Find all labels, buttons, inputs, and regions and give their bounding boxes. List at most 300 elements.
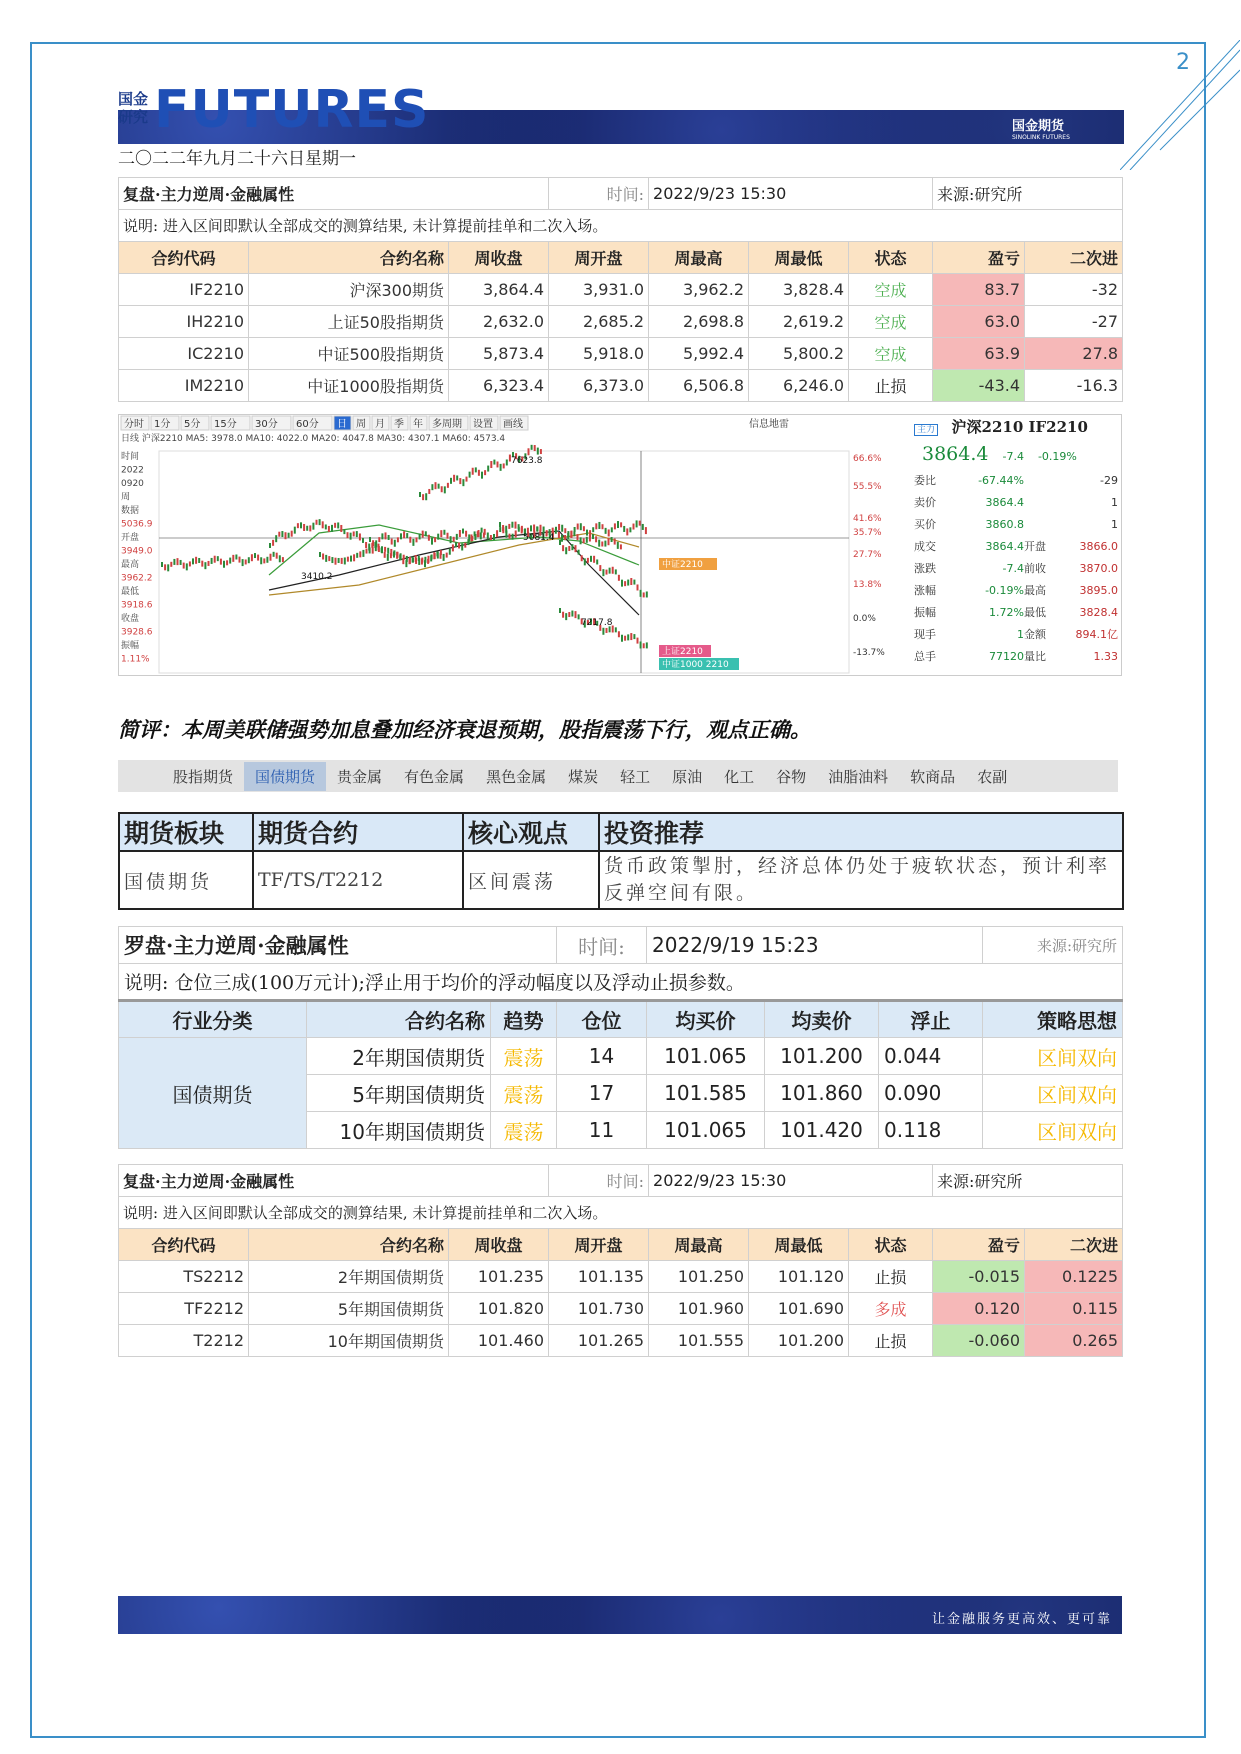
quote-cell: 77120: [989, 649, 1024, 663]
toolbar-label: 画线: [503, 419, 523, 430]
quote-cell: 委比: [914, 474, 936, 487]
candle: [412, 539, 414, 546]
cell-high: 101.555: [649, 1325, 749, 1357]
cell-low: 5,800.2: [749, 338, 849, 370]
tab-item[interactable]: 股指期货: [173, 767, 234, 786]
cell-status: 空成: [849, 338, 933, 370]
quote-cell: -67.44%: [978, 473, 1024, 487]
candle: [189, 561, 191, 566]
candle: [643, 643, 645, 648]
candlesticks: [161, 445, 648, 649]
candle: [593, 556, 595, 563]
candle: [424, 557, 426, 563]
tab-item[interactable]: 黑色金属: [486, 767, 547, 786]
candle: [515, 522, 517, 529]
cell-low: 3,828.4: [749, 274, 849, 306]
candle: [164, 564, 166, 570]
toolbar-label: 多周期: [432, 419, 462, 430]
candle: [537, 448, 539, 455]
candle: [620, 544, 622, 549]
quote-cell: 3864.4: [985, 539, 1024, 553]
col-header: 盈亏: [933, 242, 1025, 274]
annotation-low: 3410.2: [301, 572, 333, 582]
candle: [559, 540, 561, 545]
cell-name: 2年期国债期货: [249, 1261, 449, 1293]
quote-cell: 总手: [914, 650, 936, 663]
candle: [565, 547, 567, 554]
candle: [561, 535, 563, 542]
candle: [493, 460, 495, 465]
note-row: [119, 210, 1123, 242]
candle: [447, 483, 449, 488]
candle: [195, 557, 197, 564]
candle: [356, 553, 358, 558]
candle: [325, 524, 327, 529]
quote-cell: 涨幅: [914, 584, 936, 597]
toolbar-label: 设置: [473, 419, 493, 430]
quote-row: [910, 513, 1122, 535]
quote-cell: 1: [1111, 517, 1118, 531]
quote-row: [910, 601, 1122, 623]
view-core: 区间震荡: [463, 851, 599, 909]
toolbar-label: 周: [356, 419, 366, 430]
candle: [570, 531, 572, 538]
cell-open: 101.135: [549, 1261, 649, 1293]
candle: [605, 528, 607, 534]
ma-line-green: [269, 525, 639, 575]
candle: [192, 558, 194, 564]
candle: [183, 563, 185, 569]
candle: [446, 553, 448, 558]
table-title-row: [119, 178, 1123, 210]
candle: [455, 542, 457, 547]
candle: [428, 489, 430, 494]
candle: [586, 530, 588, 536]
candle: [645, 527, 647, 534]
candle: [571, 611, 573, 617]
cell-open: 2,685.2: [549, 306, 649, 338]
info-label: 最低: [121, 587, 140, 597]
candle: [421, 558, 423, 563]
time-label: 时间:: [557, 927, 647, 964]
col-header: 周最高: [649, 242, 749, 274]
cell-pnl: -0.060: [933, 1325, 1025, 1357]
candle: [575, 545, 577, 552]
candle: [490, 535, 492, 540]
axis-tick: 13.8%: [853, 580, 882, 590]
category-tabs: [118, 760, 1118, 792]
cell-high: 101.250: [649, 1261, 749, 1293]
review-comment: 简评：本周美联储强势加息叠加经济衰退预期，股指震荡下行，观点正确。: [118, 718, 811, 742]
candle: [615, 627, 617, 632]
cell-close: 2,632.0: [449, 306, 549, 338]
cell-low: 101.200: [749, 1325, 849, 1357]
candle: [223, 561, 225, 568]
cell-code: TF2212: [119, 1293, 249, 1325]
candle: [260, 557, 262, 564]
table-row: [119, 338, 1123, 370]
candle: [403, 555, 405, 560]
info-label: 3918.6: [121, 600, 153, 611]
time-value: 2022/9/23 15:30: [649, 178, 933, 210]
quote-header: [910, 414, 1122, 439]
candle: [294, 527, 296, 534]
cell-code: IC2210: [119, 338, 249, 370]
column-header-row: [119, 242, 1123, 274]
candle: [416, 537, 418, 542]
logo-cn: [118, 90, 148, 126]
cell-name: 中证500股指期货: [249, 338, 449, 370]
candle: [621, 635, 623, 642]
time-value: 2022/9/23 15:30: [649, 1165, 933, 1197]
column-header-row: [119, 1001, 1123, 1038]
col-header: 状态: [849, 242, 933, 274]
candle: [406, 556, 408, 562]
axis-tick: 55.5%: [853, 482, 882, 492]
quote-cell: 894.1亿: [1075, 628, 1118, 641]
cell-second: -27: [1025, 306, 1123, 338]
candle: [629, 527, 631, 532]
col-header: 合约代码: [119, 242, 249, 274]
candle: [633, 634, 635, 639]
candle: [397, 552, 399, 558]
candle: [586, 537, 588, 543]
view-recommendation: 货币政策掣肘，经济总体仍处于疲软状态，预计利率反弹空间有限。: [599, 851, 1123, 909]
candle: [602, 628, 604, 635]
tab-item[interactable]: 农副: [977, 767, 1008, 786]
candle: [272, 540, 274, 546]
time-label: 时间:: [549, 178, 649, 210]
candle: [331, 525, 333, 532]
cell-close: 6,323.4: [449, 370, 549, 402]
cell-name: 沪深300期货: [249, 274, 449, 306]
candle: [617, 542, 619, 549]
info-label: 5036.9: [121, 519, 153, 530]
candle: [573, 531, 575, 536]
note-text: 说明: 进入区间即默认全部成交的测算结果, 未计算提前挂单和二次入场。: [119, 1197, 1123, 1229]
candle: [384, 547, 386, 552]
candle: [428, 556, 430, 563]
cell-strategy: 区间双向: [983, 1075, 1123, 1112]
candle: [630, 633, 632, 640]
candle: [618, 631, 620, 637]
candle: [536, 526, 538, 531]
cell-open: 3,931.0: [549, 274, 649, 306]
cell-close: 101.235: [449, 1261, 549, 1293]
cell-stop: 0.044: [879, 1038, 983, 1075]
info-label: 时间: [121, 452, 140, 462]
candle: [562, 545, 564, 551]
cell-code: IH2210: [119, 306, 249, 338]
quote-row: [910, 579, 1122, 601]
toolbar-label: 60分: [296, 419, 319, 430]
cell-second: -16.3: [1025, 370, 1123, 402]
quote-cell: 前收: [1024, 562, 1046, 575]
candle: [592, 527, 594, 532]
axis-tick: 66.6%: [853, 454, 882, 464]
candle: [319, 519, 321, 525]
candle: [534, 445, 536, 451]
quote-cell: -29: [1100, 473, 1118, 487]
quote-cell: 3864.4: [985, 495, 1024, 509]
cell-pnl: 63.9: [933, 338, 1025, 370]
candle: [568, 612, 570, 617]
candle: [186, 563, 188, 570]
candle: [251, 554, 253, 561]
view-table: [118, 812, 1124, 910]
candle: [393, 550, 395, 555]
candle: [528, 448, 530, 455]
col-header: 策略思想: [983, 1001, 1123, 1038]
ma-legend: 日线 沪深2210 MA5: 3978.0 MA10: 4022.0 MA20: 4047.8 MA30: 4307.1 MA60: 4573.4: [121, 434, 506, 444]
candle: [444, 486, 446, 493]
info-label: 最高: [121, 560, 140, 570]
candle: [598, 522, 600, 529]
cell-buy: 101.065: [647, 1112, 765, 1149]
candle: [365, 542, 367, 548]
candle: [173, 559, 175, 565]
plot-area: [159, 451, 849, 673]
candle: [578, 550, 580, 555]
candle: [428, 535, 430, 541]
cell-position: 17: [557, 1075, 647, 1112]
candle: [606, 628, 608, 633]
cell-high: 2,698.8: [649, 306, 749, 338]
candle: [611, 527, 613, 532]
axis-tick: -13.7%: [853, 648, 885, 658]
candle: [248, 557, 250, 563]
cell-name: 10年期国债期货: [307, 1112, 491, 1149]
column-header-row: [119, 1229, 1123, 1261]
candle: [372, 547, 374, 554]
info-label: 数据: [121, 506, 140, 516]
candle: [626, 528, 628, 535]
toolbar-right-label[interactable]: 信息地雷: [749, 419, 789, 430]
candle: [397, 537, 399, 542]
candle: [441, 486, 443, 492]
candle: [598, 540, 600, 547]
logo-futures: FUTURES: [154, 80, 430, 140]
table-row: [119, 1293, 1123, 1325]
candle: [481, 472, 483, 479]
info-label: 周: [121, 492, 131, 503]
candle: [611, 537, 613, 542]
candle: [617, 521, 619, 528]
info-label: 收盘: [121, 614, 140, 624]
candle: [278, 532, 280, 537]
candle: [589, 535, 591, 542]
candle: [640, 641, 642, 648]
tab-item[interactable]: 化工: [724, 767, 755, 786]
candle: [335, 558, 337, 565]
annotation-mid: 5081.4: [523, 533, 555, 543]
tab-item[interactable]: 轻工: [620, 767, 651, 786]
col-header: 周最高: [649, 1229, 749, 1261]
candle: [592, 534, 594, 539]
candle: [275, 535, 277, 542]
quote-cell: 3860.8: [985, 517, 1024, 531]
candle: [369, 537, 371, 542]
quote-cell: 买价: [914, 518, 936, 531]
candle: [319, 552, 321, 557]
candle: [606, 570, 608, 575]
quote-cell: 涨跌: [914, 562, 936, 575]
tab-item[interactable]: 煤炭: [568, 767, 599, 786]
cell-status: 止损: [849, 1325, 933, 1357]
cell-second: -32: [1025, 274, 1123, 306]
info-label: 开盘: [121, 533, 140, 543]
toolbar-label: 季: [394, 419, 404, 430]
brand-name: 国金期货: [1012, 119, 1065, 134]
toolbar-label: 月: [375, 419, 385, 430]
candle: [558, 524, 560, 530]
table-title-row: [119, 927, 1123, 964]
quote-cell: -7.4: [1002, 561, 1024, 575]
cell-status: 空成: [849, 306, 933, 338]
candle: [601, 541, 603, 546]
candle: [595, 536, 597, 542]
candle: [406, 533, 408, 538]
candle: [497, 461, 499, 467]
candle: [575, 611, 577, 618]
axis-tick: 41.6%: [853, 514, 882, 524]
candle: [618, 575, 620, 581]
candle: [375, 540, 377, 547]
candle: [490, 461, 492, 468]
cell-code: T2212: [119, 1325, 249, 1357]
candle: [621, 580, 623, 587]
quote-badge: 主力: [914, 424, 938, 436]
candle: [400, 553, 402, 560]
candle: [385, 532, 387, 539]
col-header: 周最低: [749, 1229, 849, 1261]
candle: [344, 557, 346, 564]
cell-sell: 101.420: [765, 1112, 879, 1149]
cell-position: 11: [557, 1112, 647, 1149]
col-header: 周开盘: [549, 1229, 649, 1261]
candle: [242, 559, 244, 566]
candle: [297, 523, 299, 528]
table-title: 复盘·主力逆周·金融属性: [119, 178, 549, 210]
candle: [493, 534, 495, 540]
candle: [343, 529, 345, 534]
info-label: 3949.0: [121, 546, 153, 557]
quote-row: [910, 469, 1122, 491]
review-table-equity: [118, 177, 1123, 402]
cell-low: 2,619.2: [749, 306, 849, 338]
view-header-row: [119, 813, 1123, 851]
tab-item[interactable]: 原油: [672, 767, 703, 786]
candle: [643, 592, 645, 597]
candle: [505, 526, 507, 533]
page-number: 2: [1176, 50, 1190, 75]
tab-item[interactable]: 国债期货: [244, 762, 326, 791]
view-header: 投资推荐: [599, 813, 1123, 851]
candle: [459, 530, 461, 537]
info-label: 3928.6: [121, 627, 153, 638]
candle: [567, 533, 569, 539]
candle: [466, 477, 468, 482]
table-title: 复盘·主力逆周·金融属性: [119, 1165, 549, 1197]
cell-stop: 0.090: [879, 1075, 983, 1112]
candle: [447, 533, 449, 539]
cell-position: 14: [557, 1038, 647, 1075]
cell-pnl: 63.0: [933, 306, 1025, 338]
candle: [422, 531, 424, 538]
candle: [211, 558, 213, 564]
candle: [340, 525, 342, 532]
candle: [435, 482, 437, 489]
candle: [608, 529, 610, 536]
candle: [468, 534, 470, 541]
candle: [527, 528, 529, 533]
tab-item[interactable]: 软商品: [910, 767, 956, 786]
candle: [359, 551, 361, 557]
candle: [571, 544, 573, 550]
quote-cell: 3828.4: [1079, 605, 1118, 619]
candle: [378, 546, 380, 552]
quote-cell: 卖价: [914, 496, 936, 509]
quote-cell: 1.33: [1093, 649, 1118, 663]
cell-close: 101.460: [449, 1325, 549, 1357]
col-header: 合约名称: [307, 1001, 491, 1038]
candle: [341, 558, 343, 564]
candle: [450, 536, 452, 543]
cell-strategy: 区间双向: [983, 1112, 1123, 1149]
candle: [478, 470, 480, 476]
candle: [322, 553, 324, 559]
candle: [471, 536, 473, 541]
candle: [338, 558, 340, 563]
candle: [462, 529, 464, 534]
candle: [530, 525, 532, 531]
candle: [390, 549, 392, 556]
tab-item[interactable]: 贵金属: [337, 767, 383, 786]
logo-cn-line2: 研究: [118, 108, 149, 126]
tab-item[interactable]: 有色金属: [404, 767, 465, 786]
cell-second: 0.1225: [1025, 1261, 1123, 1293]
candle: [627, 634, 629, 640]
tab-item[interactable]: 谷物: [776, 767, 807, 786]
view-header: 期货板块: [119, 813, 253, 851]
cell-trend: 震荡: [491, 1112, 557, 1149]
candle: [388, 535, 390, 540]
candle: [464, 543, 466, 548]
quote-cell: 现手: [914, 628, 936, 641]
candle: [469, 472, 471, 478]
candle: [306, 526, 308, 531]
candle: [291, 531, 293, 537]
tab-item[interactable]: 油脂油料: [828, 767, 889, 786]
candle: [506, 459, 508, 465]
quote-change-pct: -0.19%: [1037, 450, 1077, 463]
candle: [312, 523, 314, 530]
left-info-panel: [121, 450, 153, 665]
candle: [565, 613, 567, 620]
col-header: 仓位: [557, 1001, 647, 1038]
candle: [325, 555, 327, 562]
axis-tick: 35.7%: [853, 528, 882, 538]
candle: [356, 531, 358, 537]
candle: [180, 560, 182, 565]
candle: [418, 558, 420, 565]
candle: [630, 578, 632, 585]
cell-name: 10年期国债期货: [249, 1325, 449, 1357]
candle: [633, 524, 635, 530]
candle: [609, 568, 611, 574]
candle: [214, 556, 216, 563]
quote-change: -7.4: [1002, 450, 1024, 463]
